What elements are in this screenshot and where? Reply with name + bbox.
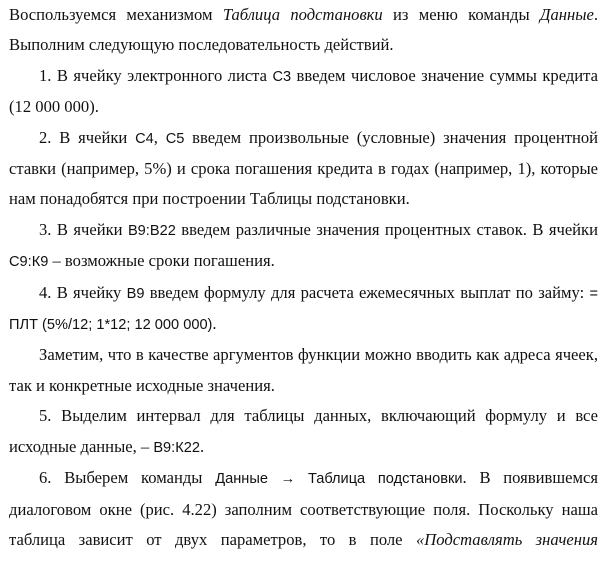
text-run: ,: [153, 127, 166, 147]
italic-term: «Подставлять значения: [415, 529, 598, 549]
paragraph-intro: [9, 0, 598, 61]
text-run: введем числовое значение суммы кредита (12 000 000).: [9, 65, 598, 117]
text-run: 5. Выделим интервал для таблицы данных, включающий формулу и все исходные данные, –: [9, 406, 598, 456]
text-run: 3. В ячейки: [39, 219, 128, 239]
text-run: – возможные сроки погашения.: [48, 251, 275, 271]
cell-range: В9:В22: [127, 222, 176, 239]
text-run: из меню команды: [382, 5, 540, 24]
text-run: Заметим, что в качестве аргументов функции можно вводить как адреса ячеек, так и конкретные исходные значения.: [9, 345, 598, 395]
cell-reference: С4: [135, 130, 154, 147]
formula: = ПЛТ (5%/12; 1*12; 12 000 000): [9, 285, 598, 334]
paragraph-note: [9, 340, 598, 401]
paragraph-step-1: [9, 61, 598, 123]
text-run: 2. В ячейки: [39, 127, 136, 147]
text-run: 4. В ячейку: [39, 282, 127, 302]
text-run: введем произвольные (условные) значения процентной ставки (например, 5%) и срока погашения кредита в годах (например, 1), которые нам понадобятся при построении Таблицы подстановки.: [9, 127, 599, 209]
cell-range: С9:К9: [9, 254, 49, 271]
document-body: [9, 0, 598, 555]
text-run: .: [212, 314, 217, 334]
text-run: введем различные значения процентных ставок. В ячейки: [175, 219, 599, 239]
text-run: введем формулу для расчета ежемесячных выплат по займу:: [144, 282, 590, 302]
paragraph-step-2: [9, 123, 598, 215]
cell-reference: С3: [272, 68, 292, 85]
text-run: .: [199, 436, 205, 456]
italic-term: Данные: [539, 5, 594, 24]
paragraph-step-4: [9, 278, 598, 341]
paragraph-step-6: [9, 463, 598, 555]
cell-reference: С5: [165, 130, 185, 147]
menu-path: Данные → Таблица подстановки: [215, 471, 463, 488]
text-run: . В появившемся диалоговом окне (рис. 4.22) заполним соответствующие поля. Поскольку наша таблица зависит от двух параметров, то в поле: [9, 468, 598, 549]
paragraph-step-3: [9, 215, 598, 278]
paragraph-step-5: [9, 401, 598, 463]
text-run: Воспользуемся механизмом: [9, 5, 223, 24]
italic-term: Таблица подстановки: [222, 5, 383, 24]
cell-reference: В9: [126, 285, 145, 302]
text-run: . Выполним следующую последовательность действий.: [9, 5, 598, 55]
text-run: 1. В ячейку электронного листа: [39, 65, 273, 85]
text-run: 6. Выберем команды: [39, 468, 216, 488]
cell-range: В9:К22: [153, 439, 200, 456]
